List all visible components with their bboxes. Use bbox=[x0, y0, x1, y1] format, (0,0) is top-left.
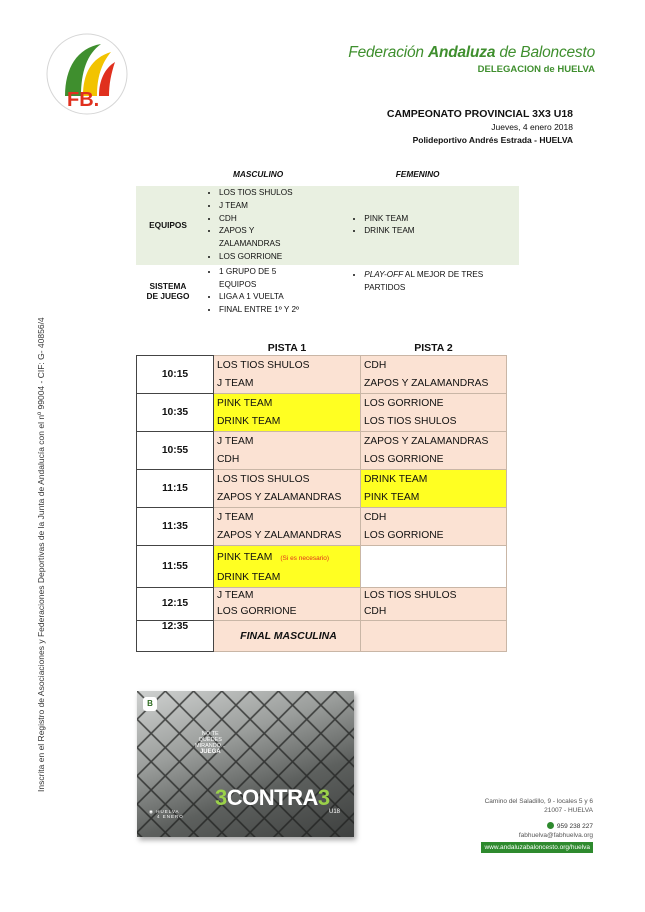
poster-location: ◉ HUELVA 4 ENERO bbox=[149, 809, 184, 819]
poster-slogan: NO TE QUEDES MIRANDO... JUEGA bbox=[195, 731, 226, 755]
contact-block bbox=[481, 797, 593, 853]
table-row bbox=[137, 356, 507, 375]
poster-title: 3CONTRA3 bbox=[215, 785, 330, 810]
match-team: J TEAM bbox=[214, 587, 361, 604]
match-team: ZAPOS Y ZALAMANDRAS bbox=[361, 432, 507, 451]
table-row bbox=[137, 508, 507, 527]
fem-system bbox=[316, 265, 519, 318]
match-team: CDH bbox=[361, 604, 507, 621]
sistema-label: SISTEMA DE JUEGO bbox=[146, 281, 190, 302]
list-item: • LOS GORRIONE bbox=[219, 251, 315, 264]
slot-time: 10:15 bbox=[137, 356, 214, 394]
match-team: ZAPOS Y ZALAMANDRAS bbox=[214, 489, 361, 508]
event-date: Jueves, 4 enero 2018 bbox=[491, 122, 573, 132]
list-item: • CDH bbox=[219, 213, 315, 226]
fab-logo bbox=[45, 32, 129, 116]
match-cell bbox=[214, 546, 361, 569]
col-pista-2: PISTA 2 bbox=[414, 341, 453, 354]
slot-time: 11:35 bbox=[137, 508, 214, 546]
org-suffix: de Baloncesto bbox=[495, 44, 595, 61]
schedule-table bbox=[136, 340, 507, 652]
match-team: LOS TIOS SHULOS bbox=[361, 413, 507, 432]
slot-time: 11:15 bbox=[137, 470, 214, 508]
match-team: PINK TEAM bbox=[361, 489, 507, 508]
email-link[interactable]: fabhuelva@fabhuelva.org bbox=[518, 832, 593, 839]
slot-time: 12:35 bbox=[137, 620, 214, 651]
location-pin-icon: ◉ bbox=[149, 809, 154, 814]
event-poster bbox=[137, 691, 354, 837]
list-item: • J TEAM bbox=[219, 200, 315, 213]
match-team: J TEAM bbox=[214, 508, 361, 527]
table-row bbox=[137, 432, 507, 451]
address: Camino del Saladillo, 9 - locales 5 y 6 bbox=[484, 798, 593, 805]
empty-cell bbox=[361, 620, 507, 651]
match-team: DRINK TEAM bbox=[214, 568, 361, 587]
organization-header bbox=[348, 44, 595, 75]
list-item: • PLAY-OFF AL MEJOR DE TRES PARTIDOS bbox=[364, 269, 518, 295]
col-femenino: FEMENINO bbox=[395, 169, 440, 179]
match-team: DRINK TEAM bbox=[361, 470, 507, 489]
list-item: • 1 GRUPO DE 5 EQUIPOS bbox=[219, 266, 315, 292]
phone-icon bbox=[547, 822, 554, 829]
empty-cell bbox=[361, 546, 507, 588]
match-team: LOS TIOS SHULOS bbox=[214, 470, 361, 489]
list-item: • LOS TIOS SHULOS bbox=[219, 187, 315, 200]
list-item: • ZAPOS Y ZALAMANDRAS bbox=[219, 225, 315, 251]
match-team: LOS GORRIONE bbox=[361, 527, 507, 546]
match-team: LOS GORRIONE bbox=[214, 604, 361, 621]
fem-teams bbox=[316, 186, 519, 265]
if-necessary-note: (Si es necesario) bbox=[280, 554, 330, 562]
delegation: DELEGACION de HUELVA bbox=[477, 64, 595, 75]
logo-text: FB. bbox=[67, 89, 100, 111]
match-team: ZAPOS Y ZALAMANDRAS bbox=[361, 375, 507, 394]
match-team: LOS GORRIONE bbox=[361, 394, 507, 413]
match-team: PINK TEAM bbox=[214, 394, 361, 413]
match-team: LOS GORRIONE bbox=[361, 451, 507, 470]
list-item: • FINAL ENTRE 1º Y 2º bbox=[219, 304, 315, 317]
match-team: CDH bbox=[214, 451, 361, 470]
table-row bbox=[137, 546, 507, 569]
slot-time: 12:15 bbox=[137, 587, 214, 620]
masc-teams bbox=[200, 186, 316, 265]
website-link[interactable]: www.andaluzabaloncesto.org/huelva bbox=[481, 842, 593, 853]
match-team: DRINK TEAM bbox=[214, 413, 361, 432]
list-item: • PINK TEAM bbox=[364, 213, 518, 226]
match-team: J TEAM bbox=[214, 375, 361, 394]
city: 21007 - HUELVA bbox=[544, 807, 593, 814]
event-title: CAMPEONATO PROVINCIAL 3X3 U18 bbox=[386, 108, 573, 120]
match-team: CDH bbox=[361, 356, 507, 375]
slot-time: 11:55 bbox=[137, 546, 214, 588]
poster-logo-icon: B bbox=[143, 697, 157, 711]
org-bold: Andaluza bbox=[427, 44, 496, 61]
col-masculino: MASCULINO bbox=[233, 169, 284, 179]
masc-system bbox=[200, 265, 316, 318]
org-prefix: Federación bbox=[348, 44, 428, 61]
table-row bbox=[137, 620, 507, 651]
list-item: • DRINK TEAM bbox=[364, 225, 518, 238]
match-team: ZAPOS Y ZALAMANDRAS bbox=[214, 527, 361, 546]
table-row bbox=[137, 394, 507, 413]
match-team: CDH bbox=[361, 508, 507, 527]
slot-time: 10:55 bbox=[137, 432, 214, 470]
registry-side-text: Inscrita en el Registro de Asociaciones y Federaciones Deportivas de la Junta de Andalucía con el nº 99004 - CIF: G- 40856/4 bbox=[36, 317, 46, 792]
final-label: FINAL MASCULINA bbox=[214, 620, 361, 651]
list-item: • LIGA A 1 VUELTA bbox=[219, 291, 315, 304]
table-row bbox=[137, 470, 507, 489]
match-team: J TEAM bbox=[214, 432, 361, 451]
col-pista-1: PISTA 1 bbox=[267, 341, 307, 354]
match-team: PINK TEAM bbox=[217, 551, 273, 563]
event-header bbox=[387, 108, 573, 147]
match-team: LOS TIOS SHULOS bbox=[361, 587, 507, 604]
competition-info-table bbox=[136, 162, 519, 318]
slot-time: 10:35 bbox=[137, 394, 214, 432]
phone: 959 238 227 bbox=[481, 822, 593, 831]
table-row bbox=[137, 587, 507, 604]
event-venue: Polideportivo Andrés Estrada - HUELVA bbox=[412, 135, 573, 145]
poster-category: U18 bbox=[329, 809, 341, 815]
equipos-label: EQUIPOS bbox=[136, 186, 200, 265]
match-team: LOS TIOS SHULOS bbox=[214, 356, 361, 375]
